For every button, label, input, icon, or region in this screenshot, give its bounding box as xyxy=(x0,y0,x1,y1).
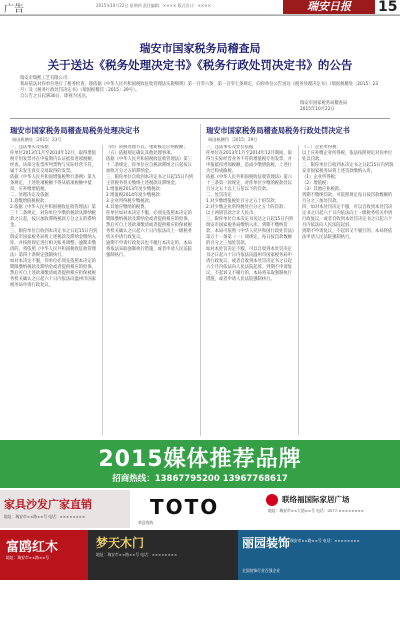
announcement-addressee: 瑞安市瑞熙工艺有限公司： xyxy=(20,76,72,81)
toto-logo: TOTO xyxy=(150,495,220,519)
home-plaza-title: 联络福国际家居广场 xyxy=(282,495,350,504)
right-doc-number: 瑞国税稽罚〔2015〕29号 xyxy=(208,137,258,142)
left-doc-body: 一、违法事实及依据 你单位2013年1月至2014年12月，取得增值税专用发票并在申报期内认证抵扣进项税额，经查，该部分发票所列货物与实际经营不符，属于未发生真实交易取得的发票。 依据《中华人民共和国增值税暂行条例》第九条规定，上述进项税额不得从销项税额中抵扣，应补缴增值税。 二、处理决定及依据 1.追缴增值税税款； 2.依据《中华人民共和国税收征收管理法》第三十二条规定，对你单位少缴的税款从滞纳税款之日起，按日加收滞纳税款万分之五的滞纳金。 三、限你单位自收到本决定书之日起15日内到瑞安市国家税务局将上述税款及滞纳金缴纳入库，并按照规定进行相关账务调整。逾期未缴清的，将依照《中华人民共和国税收征收管理法》第四十条规定强制执行。 如对本决定不服，你单位必须先依照本决定的期限缴纳税款及滞纳金或者提供相应的担保，然后可自上述款项缴清或者提供相应担保被税务机关确认之日起六十日内依法向温州市国家税务局申请行政复议。 xyxy=(10,145,98,288)
home-plaza-logo-icon xyxy=(266,494,278,506)
left-doc-number: 瑞国税稽处〔2015〕23号 xyxy=(12,137,62,142)
toto-sub: 欢迎选购 xyxy=(138,520,154,525)
right-doc-body-continued: （二）企业所得税： 以上应补缴企业所得税，依法按照规定对你单位处以罚款。 三、限你单位自收到本决定书之日起15日内到瑞安市国家税务局将上述罚款缴纳入库。 （1）企业所得税； （2）增值税； （3）其他应补税款。 到期不缴纳罚款，可依照规定每日按罚款数额的百分之三加处罚款。 四、如对本处罚决定不服，可以自收到本处罚决定书之日起六十日内依法向上一级税务机关申请行政复议，或者自收到本处罚决定书之日起六个月内依法向人民法院起诉。 到期不申请复议，不起诉又不履行的，本局将依法申请人民法院强制执行。 xyxy=(302,145,394,240)
left-doc-body-continued: （四）转换处理方式，重新核定应纳税额； （五）依据规定确认其他处理事项。 依据《中华人民共和国税收征收管理法》第三十二条规定，你单位应自税款滞纳之日起按日加收万分之五的滞纳金。 三、限你单位自收到本决定书之日起15日内到主管税务机关缴纳上述税款及滞纳金。 1.增值税2013年度少缴税款： 2.增值税2014年度少缴税款： 3.企业所得税少缴税款； 4.其他应缴纳的税费。 你单位如对本决定不服，必须先依照本决定的期限缴纳税款及滞纳金或者提供相应的担保，然后可自上述款项缴清或者提供相应担保被税务机关确认之日起六十日内依法向上一级税务机关申请行政复议。 逾期不申请行政复议也不履行本决定的，本局将依法采取强制执行措施，或者申请人民法院强制执行。 xyxy=(106,145,194,258)
page-footer xyxy=(0,582,400,634)
header-meta: 2015年10月22日 星期四 责任编辑：×××× 版式设计：×××× xyxy=(96,3,211,8)
header-divider xyxy=(0,15,400,16)
announcement-title-line1: 瑞安市国家税务局稽查局 xyxy=(139,42,261,55)
decor-ad-title: 丽园装饰 xyxy=(242,536,291,550)
announcement-title-line2: 关于送达《税务处理决定书》《税务行政处罚决定书》的公告 xyxy=(47,58,353,72)
sofa-ad-sub: 地址：瑞安市××路××号 电话：×××××××× xyxy=(4,514,86,519)
section-label: 广告 xyxy=(4,4,24,15)
center-divider xyxy=(200,124,201,436)
newspaper-logo: 瑞安日报 xyxy=(283,0,375,14)
announcement-date: 2015年10月22日 xyxy=(300,107,335,112)
door-ad-sub: 地址：瑞安市××路××号 电话：×××××××× xyxy=(96,552,178,557)
redwood-ad-sub: 地址：瑞安市××路××号 xyxy=(6,555,50,560)
door-ad-title: 梦天木门 xyxy=(96,536,145,550)
right-doc-title: 瑞安市国家税务局稽查局税务行政处罚决定书 xyxy=(206,126,350,135)
decor-ad-footer: 全国装饰行业百强企业 xyxy=(242,568,280,573)
page-number: 15 xyxy=(378,0,398,15)
announcement-body: 我局依法对你单位进行了税务检查，现依据《中华人民共和国税收征收管理法实施细则》第一百零六条、第一百零七条规定，向你单位公告送达《税务处理决定书》（瑞国税稽处〔2015〕23号）及《税务行政处罚决定书》（瑞国税稽罚〔2015〕29号）。 xyxy=(20,82,378,93)
announcement-signature: 瑞安市国家税务局稽查局 xyxy=(300,101,348,106)
banner-title: 2015媒体推荐品牌 xyxy=(98,447,302,472)
sofa-ad-title: 家具沙发广家直销 xyxy=(4,498,92,511)
left-doc-title: 瑞安市国家税务局稽查局税务处理决定书 xyxy=(10,126,140,135)
column-divider xyxy=(298,145,299,435)
title-divider xyxy=(10,118,390,119)
redwood-ad-title: 富鸥红木 xyxy=(6,540,59,555)
column-divider xyxy=(102,145,103,435)
announcement-note: 自公告之日起满30日，即视为送达。 xyxy=(20,94,90,99)
banner-phone: 招商热线：13867795200 13967768617 xyxy=(112,474,288,484)
home-plaza-sub: 地址：瑞安市××大道××号 电话：0577-×××××××× xyxy=(268,508,364,513)
decor-ad-sub: 瑞安市××路××号 电话：×××××××× xyxy=(290,538,360,543)
right-doc-body: 一、违法事实及处罚依据 你单位在2013年1月至2014年12月期间，取得与实际经营业务不符的增值税专用发票，并申报抵扣进项税额，造成少缴增值税。上述行为已构成偷税。 依据《中华人民共和国税收征收管理法》第六十三条第一款规定，对你单位少缴的税款处以百分之五十以上五倍以下的罚款。 二、处罚决定 1.对少缴增值税处百分之五十的罚款； 2.对少缴企业所得税处百分之五十的罚款； 以上两项罚款合计人民币。 三、限你单位自本决定书送达之日起15日内到瑞安市国家税务局缴纳入库。到期不缴纳罚款，本局可依照《中华人民共和国行政处罚法》第五十一条第（一）项规定，每日按罚款数额的百分之三加处罚款。 如对本处罚决定不服，可以自收到本处罚决定书之日起六十日内依法向温州市国家税务局申请行政复议，或者自收到本处罚决定书之日起六个月内依法向人民法院起诉。到期不申请复议，不起诉又不履行的，本局将采取强制执行措施，或者申请人民法院强制执行。 xyxy=(206,145,295,282)
